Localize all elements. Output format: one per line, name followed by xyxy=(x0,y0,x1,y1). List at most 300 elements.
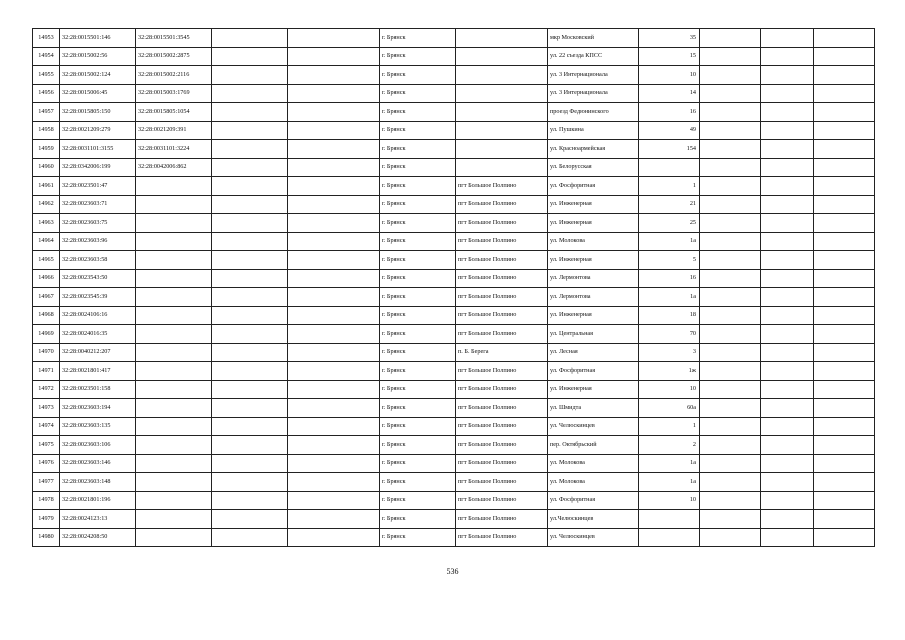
table-cell: 21 xyxy=(639,195,700,214)
table-cell xyxy=(288,158,380,177)
table-cell xyxy=(761,84,814,103)
table-cell xyxy=(136,195,212,214)
table-row xyxy=(33,251,875,270)
table-cell xyxy=(814,47,875,66)
table-cell: 14957 xyxy=(33,103,60,122)
table-cell: 1а xyxy=(639,473,700,492)
table-cell: пгт Большое Полпино xyxy=(456,288,548,307)
table-cell xyxy=(814,473,875,492)
table-cell xyxy=(639,510,700,529)
table-cell: 14967 xyxy=(33,288,60,307)
table-cell xyxy=(814,380,875,399)
table-cell: пгт Большое Полпино xyxy=(456,177,548,196)
table-cell: ул. Белорусская xyxy=(548,158,639,177)
table-cell: 16 xyxy=(639,269,700,288)
page-number: 536 xyxy=(446,567,459,576)
table-cell: 32:28:0024123:13 xyxy=(60,510,136,529)
table-cell xyxy=(288,121,380,140)
table-cell: 14963 xyxy=(33,214,60,233)
table-cell xyxy=(288,177,380,196)
table-cell xyxy=(639,528,700,547)
table-cell: пгт Большое Полпино xyxy=(456,510,548,529)
table-row xyxy=(33,362,875,381)
table-cell xyxy=(136,491,212,510)
table-cell: 16 xyxy=(639,103,700,122)
table-cell: 14 xyxy=(639,84,700,103)
table-cell: 14976 xyxy=(33,454,60,473)
table-cell xyxy=(814,491,875,510)
table-cell xyxy=(212,528,288,547)
table-cell: 14975 xyxy=(33,436,60,455)
table-cell xyxy=(761,491,814,510)
table-cell xyxy=(136,362,212,381)
table-cell xyxy=(700,362,761,381)
table-cell xyxy=(814,399,875,418)
table-cell xyxy=(212,510,288,529)
table-cell: 32:28:0023603:148 xyxy=(60,473,136,492)
table-cell: 2 xyxy=(639,436,700,455)
table-cell: пгт Большое Полпино xyxy=(456,325,548,344)
table-cell xyxy=(212,436,288,455)
table-cell: 32:28:0015805:150 xyxy=(60,103,136,122)
table-cell xyxy=(761,528,814,547)
table-cell xyxy=(136,232,212,251)
table-cell xyxy=(761,121,814,140)
table-cell: ул. Фосфоритная xyxy=(548,177,639,196)
table-cell: 1а xyxy=(639,454,700,473)
table-cell: 14973 xyxy=(33,399,60,418)
table-cell xyxy=(761,473,814,492)
table-cell: 154 xyxy=(639,140,700,159)
table-cell: пгт Большое Полпино xyxy=(456,399,548,418)
table-cell xyxy=(814,214,875,233)
table-cell: пгт Большое Полпино xyxy=(456,251,548,270)
table-cell: г. Брянск xyxy=(380,47,456,66)
table-cell: ул. Челюскинцев xyxy=(548,417,639,436)
table-cell xyxy=(814,29,875,48)
table-cell: 32:28:0015003:1769 xyxy=(136,84,212,103)
table-cell: 14972 xyxy=(33,380,60,399)
table-cell: г. Брянск xyxy=(380,399,456,418)
table-cell xyxy=(136,288,212,307)
table-cell: 1 xyxy=(639,177,700,196)
table-row xyxy=(33,306,875,325)
table-row xyxy=(33,325,875,344)
table-cell: г. Брянск xyxy=(380,343,456,362)
table-cell xyxy=(761,436,814,455)
table-cell xyxy=(136,269,212,288)
table-cell xyxy=(456,29,548,48)
table-cell xyxy=(700,491,761,510)
table-cell: 1а xyxy=(639,288,700,307)
table-cell xyxy=(288,473,380,492)
table-cell: 32:28:0040212:207 xyxy=(60,343,136,362)
table-row xyxy=(33,454,875,473)
table-cell xyxy=(136,380,212,399)
table-cell xyxy=(700,288,761,307)
table-cell xyxy=(700,84,761,103)
table-cell: 32:28:0023603:146 xyxy=(60,454,136,473)
table-cell xyxy=(212,140,288,159)
table-cell xyxy=(761,29,814,48)
table-cell xyxy=(761,380,814,399)
table-cell xyxy=(700,232,761,251)
table-cell: 32:28:0023603:135 xyxy=(60,417,136,436)
table-cell: 32:28:0023603:75 xyxy=(60,214,136,233)
table-cell: ул. Инженерная xyxy=(548,306,639,325)
table-cell xyxy=(136,251,212,270)
table-cell xyxy=(814,343,875,362)
table-cell xyxy=(761,454,814,473)
table-cell: пгт Большое Полпино xyxy=(456,454,548,473)
table-cell: 14954 xyxy=(33,47,60,66)
table-cell: пгт Большое Полпино xyxy=(456,362,548,381)
table-cell xyxy=(288,66,380,85)
table-cell xyxy=(814,177,875,196)
table-cell: 32:28:0023543:50 xyxy=(60,269,136,288)
table-cell xyxy=(814,325,875,344)
table-cell xyxy=(761,417,814,436)
table-cell: ул. Инженерная xyxy=(548,380,639,399)
table-cell xyxy=(700,306,761,325)
table-cell xyxy=(700,325,761,344)
table-cell: 14970 xyxy=(33,343,60,362)
table-cell xyxy=(761,140,814,159)
table-cell xyxy=(288,380,380,399)
table-cell xyxy=(700,195,761,214)
table-cell: 25 xyxy=(639,214,700,233)
table-cell: г. Брянск xyxy=(380,121,456,140)
table-cell xyxy=(700,269,761,288)
table-cell: 32:28:0021801:196 xyxy=(60,491,136,510)
table-cell xyxy=(288,510,380,529)
table-cell xyxy=(212,84,288,103)
table-cell: 32:28:0031101:3224 xyxy=(136,140,212,159)
table-cell xyxy=(761,399,814,418)
table-cell: ул. 3 Интернационала xyxy=(548,66,639,85)
table-cell xyxy=(700,454,761,473)
table-row xyxy=(33,140,875,159)
table-cell xyxy=(212,362,288,381)
table-cell: г. Брянск xyxy=(380,140,456,159)
table-cell: п. Б. Берега xyxy=(456,343,548,362)
table-row xyxy=(33,417,875,436)
table-cell: пгт Большое Полпино xyxy=(456,306,548,325)
table-cell: пер. Октябрьский xyxy=(548,436,639,455)
table-cell: 32:28:0023603:194 xyxy=(60,399,136,418)
table-cell: 32:28:0023603:58 xyxy=(60,251,136,270)
table-cell: 1 xyxy=(639,417,700,436)
table-cell xyxy=(814,454,875,473)
table-cell xyxy=(761,214,814,233)
table-row xyxy=(33,491,875,510)
table-cell xyxy=(288,29,380,48)
table-cell: 14958 xyxy=(33,121,60,140)
table-cell xyxy=(212,47,288,66)
table-cell: г. Брянск xyxy=(380,380,456,399)
table-cell xyxy=(814,103,875,122)
table-cell: 14961 xyxy=(33,177,60,196)
table-cell: г. Брянск xyxy=(380,66,456,85)
table-cell xyxy=(761,269,814,288)
table-cell: пгт Большое Полпино xyxy=(456,380,548,399)
table-cell xyxy=(639,158,700,177)
table-cell xyxy=(288,362,380,381)
table-cell xyxy=(700,510,761,529)
table-cell: 14965 xyxy=(33,251,60,270)
table-cell: 49 xyxy=(639,121,700,140)
table-cell: 15 xyxy=(639,47,700,66)
table-cell: 32:28:0015805:1054 xyxy=(136,103,212,122)
table-cell xyxy=(761,103,814,122)
table-cell xyxy=(700,251,761,270)
table-cell xyxy=(136,343,212,362)
table-cell xyxy=(814,436,875,455)
table-cell xyxy=(814,288,875,307)
table-cell xyxy=(700,103,761,122)
table-cell: проезд Федюнинского xyxy=(548,103,639,122)
table-cell: 32:28:0015002:2875 xyxy=(136,47,212,66)
table-row xyxy=(33,399,875,418)
table-cell: ул. 22 съезда КПСС xyxy=(548,47,639,66)
table-cell xyxy=(288,47,380,66)
table-cell: г. Брянск xyxy=(380,417,456,436)
table-cell: пгт Большое Полпино xyxy=(456,528,548,547)
table-cell xyxy=(212,454,288,473)
table-cell: 14977 xyxy=(33,473,60,492)
table-cell: 35 xyxy=(639,29,700,48)
table-cell xyxy=(761,66,814,85)
table-cell xyxy=(212,177,288,196)
table-cell xyxy=(761,325,814,344)
table-cell xyxy=(212,103,288,122)
table-cell: г. Брянск xyxy=(380,510,456,529)
table-cell: г. Брянск xyxy=(380,84,456,103)
table-cell: 32:28:0342006:199 xyxy=(60,158,136,177)
table-cell xyxy=(456,140,548,159)
table-cell: 14966 xyxy=(33,269,60,288)
table-cell: г. Брянск xyxy=(380,454,456,473)
table-cell: 32:28:0024016:35 xyxy=(60,325,136,344)
table-cell: 14962 xyxy=(33,195,60,214)
table-cell xyxy=(761,251,814,270)
table-cell xyxy=(288,417,380,436)
table-cell xyxy=(288,454,380,473)
table-cell: ул. Лермонтова xyxy=(548,269,639,288)
table-cell xyxy=(700,399,761,418)
table-cell: пгт Большое Полпино xyxy=(456,195,548,214)
table-cell xyxy=(288,528,380,547)
table-cell xyxy=(814,66,875,85)
table-cell xyxy=(212,158,288,177)
table-cell xyxy=(761,510,814,529)
table-cell: ул. Инженерная xyxy=(548,214,639,233)
table-cell: пгт Большое Полпино xyxy=(456,473,548,492)
table-cell: г. Брянск xyxy=(380,232,456,251)
table-cell: ул. Лермонтова xyxy=(548,288,639,307)
table-row xyxy=(33,473,875,492)
table-cell: ул. Инженерная xyxy=(548,195,639,214)
table-cell: 70 xyxy=(639,325,700,344)
table-cell xyxy=(761,195,814,214)
table-cell: г. Брянск xyxy=(380,491,456,510)
table-cell xyxy=(212,288,288,307)
table-cell xyxy=(212,306,288,325)
table-cell: 14979 xyxy=(33,510,60,529)
table-cell: 32:28:0023501:47 xyxy=(60,177,136,196)
table-row xyxy=(33,510,875,529)
table-cell: 14971 xyxy=(33,362,60,381)
table-cell xyxy=(136,214,212,233)
table-row xyxy=(33,29,875,48)
table-cell xyxy=(761,158,814,177)
table-cell xyxy=(212,195,288,214)
table-cell: г. Брянск xyxy=(380,528,456,547)
table-cell: пгт Большое Полпино xyxy=(456,232,548,251)
table-cell xyxy=(700,214,761,233)
table-cell xyxy=(456,84,548,103)
table-cell xyxy=(814,269,875,288)
table-cell xyxy=(761,177,814,196)
table-cell: ул. Пушкина xyxy=(548,121,639,140)
table-cell: ул. Челюскинцев xyxy=(548,528,639,547)
table-cell xyxy=(136,510,212,529)
table-cell xyxy=(212,232,288,251)
table-cell xyxy=(700,380,761,399)
table-cell xyxy=(136,325,212,344)
table-cell xyxy=(761,306,814,325)
table-row xyxy=(33,380,875,399)
table-cell xyxy=(761,232,814,251)
table-cell xyxy=(814,140,875,159)
table-cell xyxy=(288,269,380,288)
table-cell xyxy=(814,417,875,436)
table-cell xyxy=(212,66,288,85)
table-cell: г. Брянск xyxy=(380,325,456,344)
table-cell xyxy=(212,269,288,288)
table-cell: г. Брянск xyxy=(380,103,456,122)
table-cell xyxy=(456,103,548,122)
table-cell xyxy=(700,343,761,362)
table-cell: ул. Красноармейская xyxy=(548,140,639,159)
table-cell: мкр Московский xyxy=(548,29,639,48)
table-cell: ул. Шмидта xyxy=(548,399,639,418)
table-cell xyxy=(288,140,380,159)
table-cell xyxy=(136,528,212,547)
table-cell xyxy=(700,29,761,48)
table-cell xyxy=(288,195,380,214)
table-cell xyxy=(288,491,380,510)
table-cell: пгт Большое Полпино xyxy=(456,417,548,436)
table-cell: ул. Фосфоритная xyxy=(548,491,639,510)
table-cell: ул. Молокова xyxy=(548,473,639,492)
table-cell: 14980 xyxy=(33,528,60,547)
table-cell: 14974 xyxy=(33,417,60,436)
table-cell: 3 xyxy=(639,343,700,362)
table-row xyxy=(33,232,875,251)
table-row xyxy=(33,436,875,455)
table-cell xyxy=(212,121,288,140)
table-cell xyxy=(288,84,380,103)
table-cell: 32:28:0024208:50 xyxy=(60,528,136,547)
table-cell: 10 xyxy=(639,380,700,399)
table-cell: г. Брянск xyxy=(380,306,456,325)
table-cell: 32:28:0015501:3545 xyxy=(136,29,212,48)
table-cell: 32:28:0015002:124 xyxy=(60,66,136,85)
table-cell xyxy=(288,214,380,233)
table-cell xyxy=(136,473,212,492)
table-cell xyxy=(212,214,288,233)
table-cell: 14953 xyxy=(33,29,60,48)
table-cell: ул. 3 Интернационала xyxy=(548,84,639,103)
table-cell: ул. Лесная xyxy=(548,343,639,362)
registry-table xyxy=(32,28,875,547)
table-cell xyxy=(700,177,761,196)
table-cell xyxy=(136,417,212,436)
table-cell xyxy=(212,251,288,270)
table-cell xyxy=(136,436,212,455)
table-cell xyxy=(288,306,380,325)
table-row xyxy=(33,66,875,85)
table-cell xyxy=(288,103,380,122)
table-cell xyxy=(288,232,380,251)
table-cell: г. Брянск xyxy=(380,29,456,48)
table-cell xyxy=(288,251,380,270)
table-cell xyxy=(136,177,212,196)
table-cell xyxy=(212,399,288,418)
table-cell: пгт Большое Полпино xyxy=(456,269,548,288)
table-cell xyxy=(136,399,212,418)
table-cell: г. Брянск xyxy=(380,362,456,381)
table-cell xyxy=(136,454,212,473)
table-cell: пгт Большое Полпино xyxy=(456,214,548,233)
table-row xyxy=(33,84,875,103)
table-cell: пгт Большое Полпино xyxy=(456,436,548,455)
table-cell: 32:28:0015002:56 xyxy=(60,47,136,66)
table-cell xyxy=(814,510,875,529)
table-cell xyxy=(814,121,875,140)
table-row xyxy=(33,343,875,362)
table-cell: ул. Центральная xyxy=(548,325,639,344)
table-cell: ул. Фосфоритная xyxy=(548,362,639,381)
table-cell xyxy=(288,325,380,344)
table-cell: 14964 xyxy=(33,232,60,251)
table-row xyxy=(33,121,875,140)
table-cell: 32:28:0023603:96 xyxy=(60,232,136,251)
table-cell: ул. Молокова xyxy=(548,454,639,473)
table-cell xyxy=(700,436,761,455)
table-cell: 14960 xyxy=(33,158,60,177)
table-row xyxy=(33,158,875,177)
table-cell xyxy=(212,473,288,492)
table-row xyxy=(33,195,875,214)
table-cell: 14959 xyxy=(33,140,60,159)
table-cell: 1ж xyxy=(639,362,700,381)
table-cell: г. Брянск xyxy=(380,214,456,233)
table-cell: 1а xyxy=(639,232,700,251)
table-cell xyxy=(700,158,761,177)
table-cell xyxy=(288,288,380,307)
table-cell: 32:28:0023501:158 xyxy=(60,380,136,399)
table-cell xyxy=(814,84,875,103)
table-cell: г. Брянск xyxy=(380,251,456,270)
table-cell: 14956 xyxy=(33,84,60,103)
table-cell xyxy=(700,47,761,66)
table-cell: 32:28:0023545:39 xyxy=(60,288,136,307)
table-cell xyxy=(456,158,548,177)
table-cell: ул. Молокова xyxy=(548,232,639,251)
table-cell xyxy=(212,417,288,436)
